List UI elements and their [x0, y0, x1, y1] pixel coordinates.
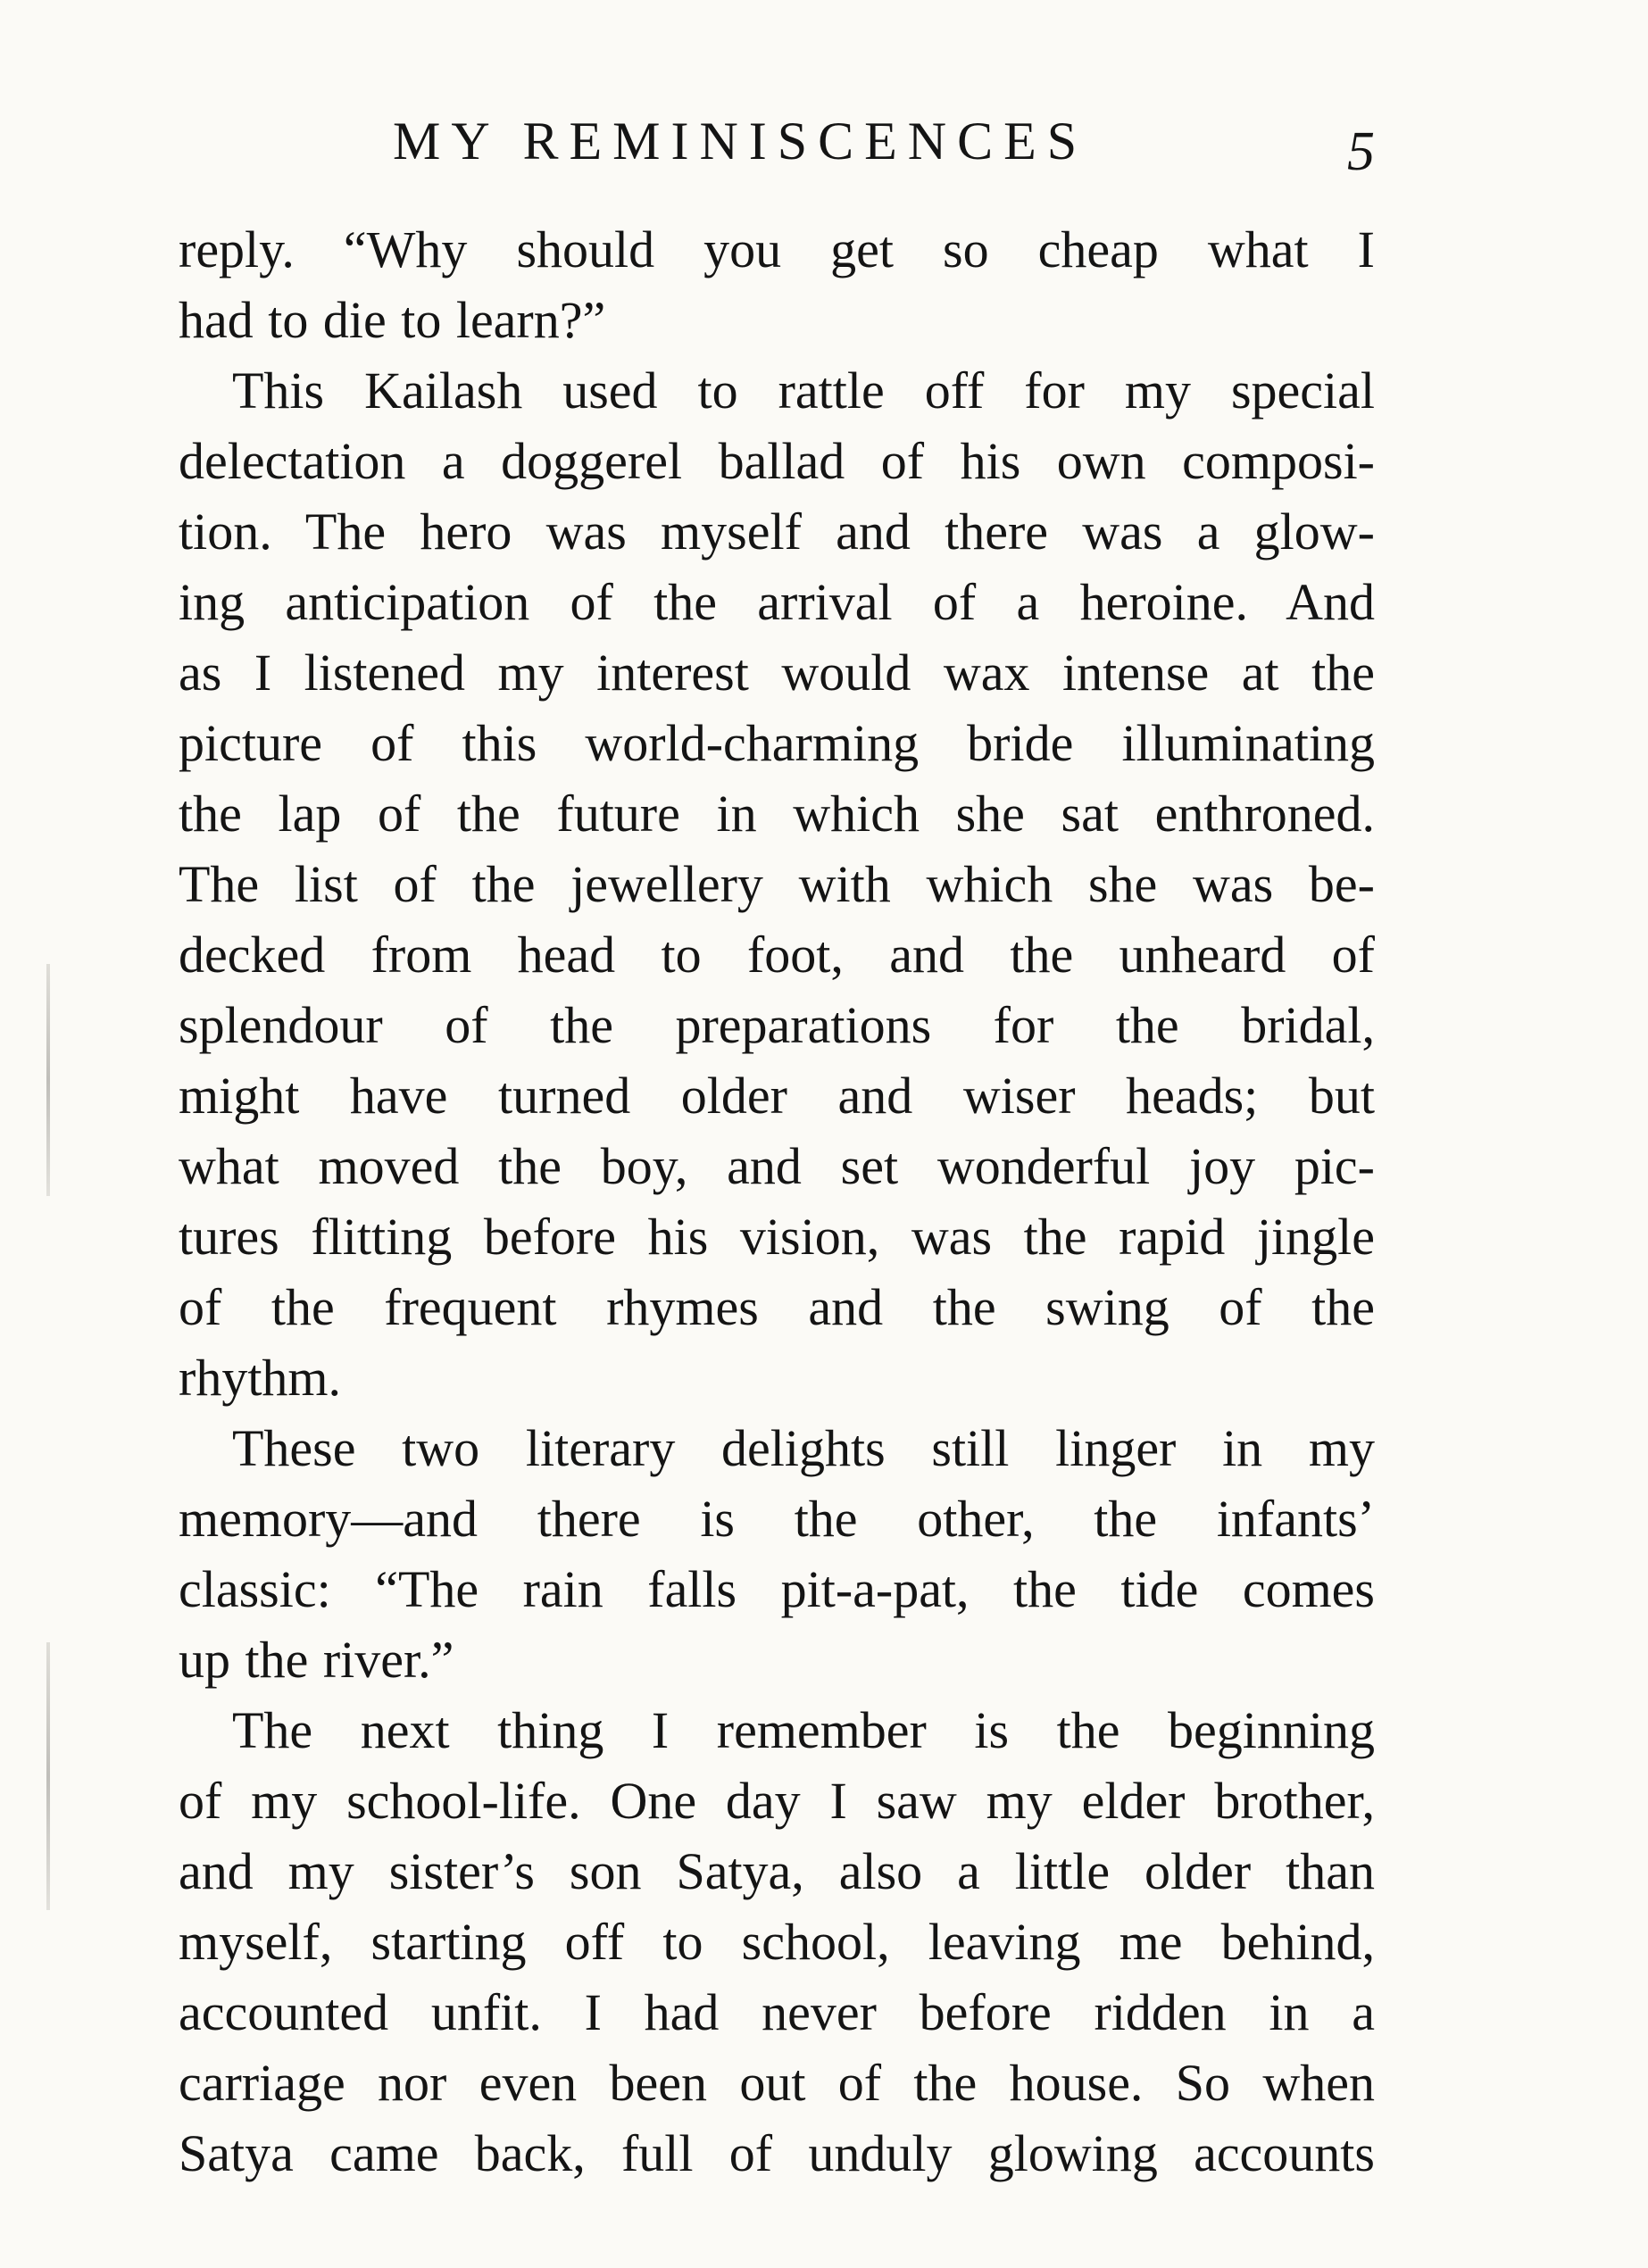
text-line: picture of this world-charming bride illuminating: [179, 714, 1375, 772]
text-line: of the frequent rhymes and the swing of the: [179, 1278, 1375, 1336]
body-text: [179, 214, 1375, 2189]
text-line: reply. “Why should you get so cheap what I: [179, 220, 1375, 278]
text-line: The next thing I remember is the beginning: [232, 1701, 1375, 1759]
text-line: what moved the boy, and set wonderful joy pic-: [179, 1137, 1375, 1195]
text-line: the lap of the future in which she sat enthroned.: [179, 785, 1375, 843]
text-line: of my school-life. One day I saw my elder brother,: [179, 1772, 1375, 1830]
text-line: and my sister’s son Satya, also a little older than: [179, 1842, 1375, 1900]
text-line: tion. The hero was myself and there was a glow-: [179, 503, 1375, 561]
text-line: up the river.”: [179, 1631, 454, 1689]
binding-shadow-top: [46, 964, 50, 1196]
text-line: These two literary delights still linger in my: [232, 1419, 1375, 1477]
text-line: The list of the jewellery with which she was be-: [179, 855, 1375, 913]
text-line: had to die to learn?”: [179, 291, 606, 349]
text-line: Satya came back, full of unduly glowing accounts: [179, 2124, 1375, 2182]
text-line: This Kailash used to rattle off for my special: [232, 361, 1375, 420]
text-line: memory—and there is the other, the infants’: [179, 1490, 1375, 1548]
running-title: MY REMINISCENCES: [393, 112, 1088, 170]
text-line: carriage nor even been out of the house. So when: [179, 2054, 1375, 2112]
text-line: classic: “The rain falls pit-a-pat, the tide comes: [179, 1560, 1375, 1618]
text-line: rhythm.: [179, 1349, 342, 1407]
text-line: might have turned older and wiser heads; but: [179, 1067, 1375, 1125]
text-line: accounted unfit. I had never before ridden in a: [179, 1983, 1375, 2041]
binding-shadow-bottom: [46, 1642, 50, 1910]
text-line: decked from head to foot, and the unheard of: [179, 926, 1375, 984]
text-line: tures flitting before his vision, was the rapid jingle: [179, 1208, 1375, 1266]
text-line: ing anticipation of the arrival of a heroine. And: [179, 573, 1375, 631]
text-line: splendour of the preparations for the bridal,: [179, 996, 1375, 1054]
text-line: myself, starting off to school, leaving me behind,: [179, 1913, 1375, 1971]
running-head: [179, 105, 1375, 182]
page-number: 5: [1347, 121, 1375, 182]
text-line: delectation a doggerel ballad of his own composi-: [179, 432, 1375, 490]
text-line: as I listened my interest would wax intense at the: [179, 644, 1375, 702]
